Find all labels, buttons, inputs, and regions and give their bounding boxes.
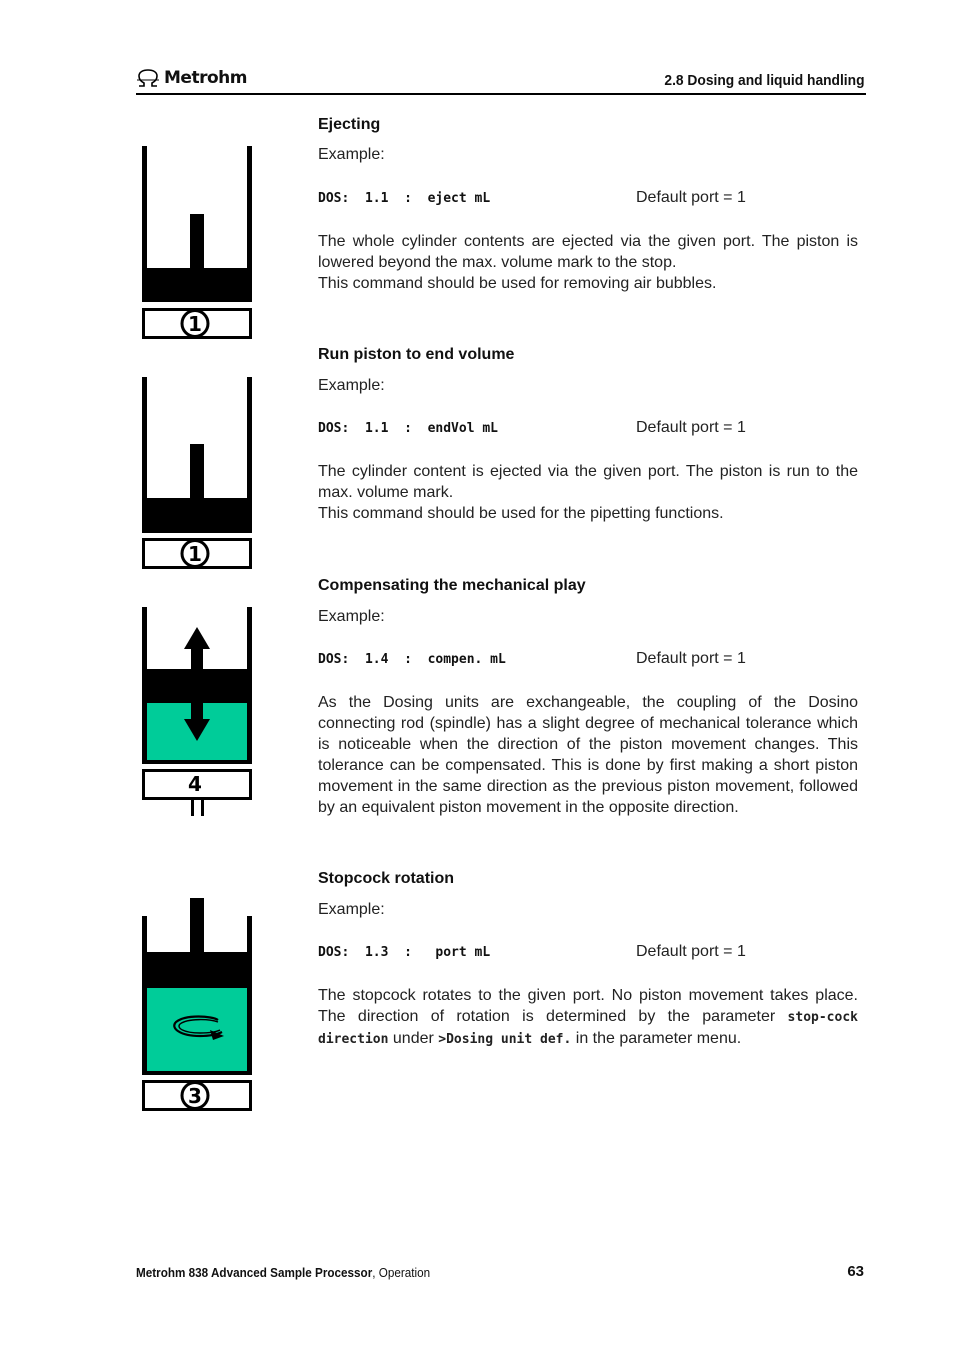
port-number: 4: [188, 772, 202, 796]
page-number: 63: [847, 1263, 864, 1280]
default-port: Default port = 1: [636, 943, 746, 960]
parameter-name: stop-cock direction: [318, 1010, 858, 1047]
port-number: 1: [188, 312, 202, 336]
description: [318, 985, 858, 1050]
omega-icon: [136, 68, 160, 88]
command-example: DOS: 1.1 : eject mL: [318, 191, 491, 206]
default-port: Default port = 1: [636, 650, 746, 667]
footer-product: [136, 1265, 430, 1280]
port-number: 3: [188, 1084, 202, 1108]
cylinder-eject-figure: [140, 146, 256, 342]
menu-name: >Dosing unit def.: [438, 1032, 572, 1047]
description: [318, 231, 858, 294]
paragraph: The cylinder content is ejected via the given port. The piston is run to the max. volume mark.: [318, 463, 858, 501]
product-suffix: , Operation: [372, 1265, 431, 1280]
default-port: Default port = 1: [636, 189, 746, 206]
example-label: Example:: [318, 377, 385, 394]
cylinder-end-volume-figure: [140, 377, 256, 573]
heading-compensating: Compensating the mechanical play: [318, 577, 586, 594]
section-title: 2.8 Dosing and liquid handling: [663, 72, 864, 89]
paragraph-text: The stopcock rotates to the given port. No piston movement takes place. The direction of rotation is determined by the parameter: [318, 987, 858, 1025]
paragraph: This command should be used for removing air bubbles.: [318, 275, 717, 292]
paragraph-text: under: [388, 1030, 439, 1047]
brand-name: Metrohm: [164, 68, 247, 88]
header-rule: [136, 93, 866, 95]
paragraph: The whole cylinder contents are ejected via the given port. The piston is lowered beyond the max. volume mark to the stop.: [318, 233, 858, 271]
cylinder-stopcock-figure: [140, 898, 256, 1112]
heading-ejecting: Ejecting: [318, 116, 381, 133]
default-port: Default port = 1: [636, 419, 746, 436]
product-name: Metrohm 838 Advanced Sample Processor: [136, 1265, 373, 1280]
paragraph-text: in the parameter menu.: [571, 1030, 742, 1047]
description: [318, 461, 858, 524]
heading-stopcock: Stopcock rotation: [318, 870, 455, 887]
metrohm-logo: [136, 66, 247, 90]
paragraph: This command should be used for the pipetting functions.: [318, 505, 724, 522]
up-arrow-icon: [184, 627, 210, 671]
heading-end-volume: Run piston to end volume: [318, 346, 515, 363]
paragraph: As the Dosing units are exchangeable, the coupling of the Dosino connecting rod (spindle) has a slight degree of mechanical tolerance which is noticeable when the direction of the piston movement changes. This tolerance can be compensated. This is done by first making a short piston movement in the same direction as the previous piston movement, followed by an equivalent piston movement in the opposite direction.: [318, 694, 858, 816]
port-number: 1: [188, 542, 202, 566]
description: [318, 692, 858, 818]
cylinder-compensation-figure: [140, 607, 256, 819]
command-example: DOS: 1.3 : port mL: [318, 945, 491, 960]
command-example: DOS: 1.4 : compen. mL: [318, 652, 506, 667]
example-label: Example:: [318, 146, 385, 163]
example-label: Example:: [318, 901, 385, 918]
example-label: Example:: [318, 608, 385, 625]
command-example: DOS: 1.1 : endVol mL: [318, 421, 499, 436]
liquid-fill: [147, 988, 247, 1072]
